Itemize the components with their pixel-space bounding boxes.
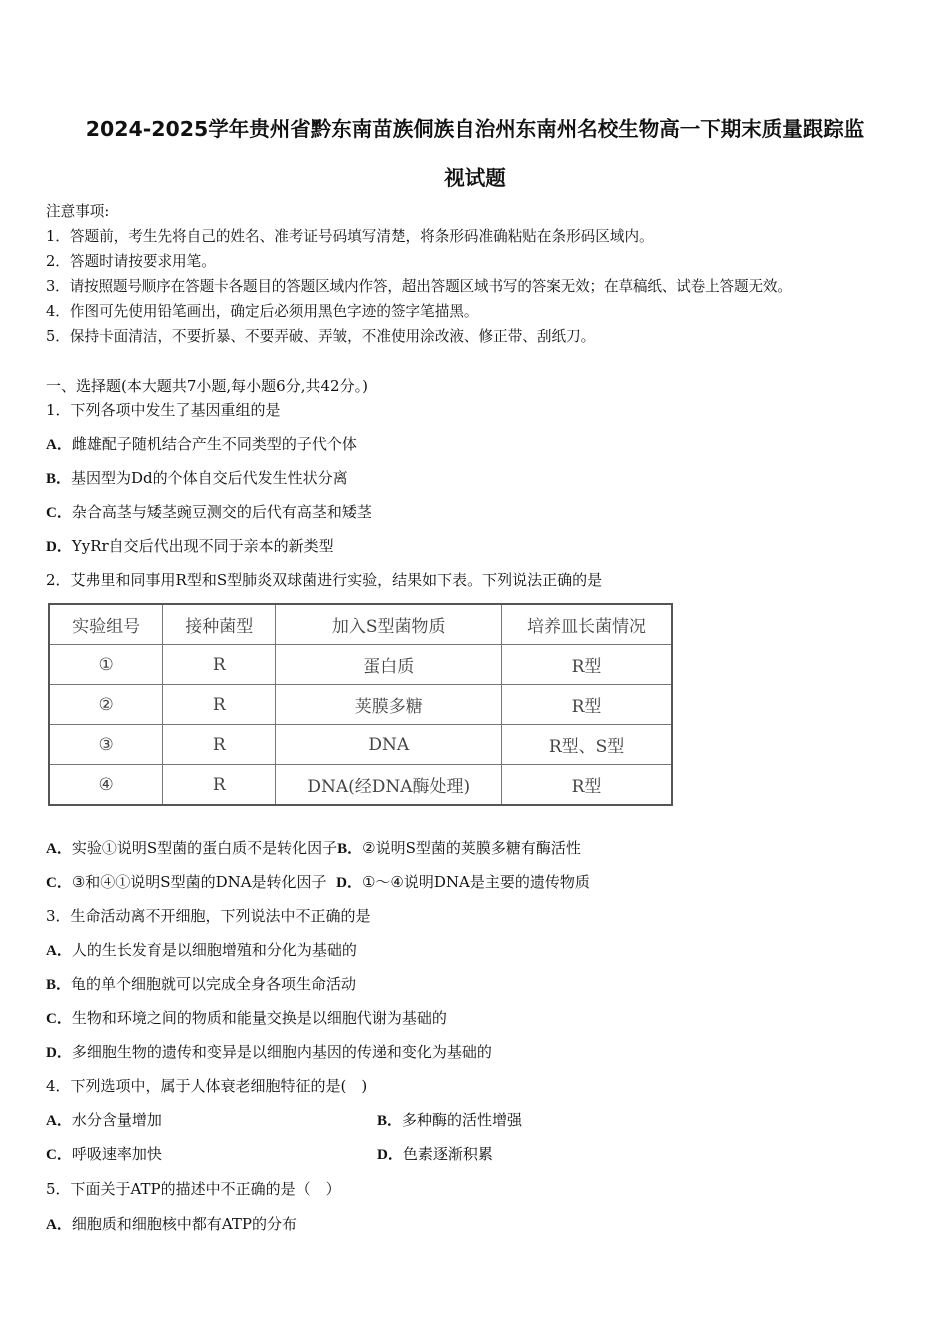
option-text: ③和④①说明S型菌的DNA是转化因子: [71, 873, 327, 891]
notice-heading: 注意事项:: [46, 203, 110, 220]
section-heading: 一、选择题(本大题共7小题,每小题6分,共42分。): [46, 377, 368, 395]
q1-option-c: [46, 501, 372, 524]
option-letter: B．: [46, 471, 72, 487]
notice-item: 2．答题时请按要求用笔。: [46, 253, 216, 270]
q4-option-b: [377, 1109, 522, 1132]
notice-item: 5．保持卡面清洁，不要折暴、不要弄破、弄皱，不准使用涂改液、修正带、刮纸刀。: [46, 328, 596, 345]
q3-option-b: [46, 973, 356, 996]
table-cell: 荚膜多糖: [276, 685, 502, 725]
option-letter: D．: [46, 539, 72, 555]
option-text: 细胞质和细胞核中都有ATP的分布: [71, 1215, 297, 1233]
option-text: 水分含量增加: [71, 1111, 162, 1129]
option-text: 色素逐渐积累: [402, 1145, 493, 1163]
table-cell: ④: [49, 765, 163, 806]
notice-item: 3．请按照题号顺序在答题卡各题目的答题区域内作答，超出答题区域书写的答案无效；在草稿纸、试卷上答题无效。: [46, 278, 792, 295]
option-letter: A．: [46, 943, 72, 959]
option-letter: C．: [46, 875, 72, 891]
q4-option-d: [377, 1143, 493, 1166]
q5-option-a: [46, 1213, 297, 1236]
notice-item: 4．作图可先使用铅笔画出，确定后必须用黑色字迹的签字笔描黑。: [46, 303, 479, 320]
table-header-cell: 接种菌型: [163, 604, 276, 645]
table-cell: R型: [502, 685, 672, 725]
experiment-table: [48, 603, 673, 806]
table-header-cell: 实验组号: [49, 604, 163, 645]
q1-option-b: [46, 467, 348, 490]
option-letter: C．: [46, 1011, 72, 1027]
question-4-stem: 4．下列选项中，属于人体衰老细胞特征的是( ): [46, 1077, 368, 1095]
q3-option-a: [46, 939, 357, 962]
option-text: 杂合高茎与矮茎豌豆测交的后代有高茎和矮茎: [71, 503, 372, 521]
exam-title-line-2: 视试题: [444, 166, 506, 190]
option-text: 呼吸速率加快: [71, 1145, 162, 1163]
question-1-stem: 1．下列各项中发生了基因重组的是: [46, 401, 281, 419]
question-3-stem: 3．生命活动离不开细胞，下列说法中不正确的是: [46, 907, 371, 925]
option-letter: B．: [46, 977, 72, 993]
table-cell: R: [163, 645, 276, 685]
option-text: ②说明S型菌的荚膜多糖有酶活性: [362, 839, 581, 857]
table-cell: R: [163, 765, 276, 806]
option-letter: C．: [46, 1147, 72, 1163]
table-row: [49, 725, 672, 765]
table-cell: R: [163, 685, 276, 725]
q1-option-a: [46, 433, 357, 456]
q2-options-ab: [46, 837, 581, 860]
question-5-stem: 5．下面关于ATP的描述中不正确的是（ ）: [46, 1180, 341, 1198]
table-row: [49, 645, 672, 685]
q3-option-c: [46, 1007, 447, 1030]
q4-option-c: [46, 1143, 162, 1166]
question-2-stem: 2．艾弗里和同事用R型和S型肺炎双球菌进行实验，结果如下表。下列说法正确的是: [46, 571, 603, 589]
table-cell: R: [163, 725, 276, 765]
option-text: 多种酶的活性增强: [402, 1111, 523, 1129]
option-letter: A．: [46, 1113, 72, 1129]
table-cell: R型、S型: [502, 725, 672, 765]
table-header-row: [49, 604, 672, 645]
option-text: 雌雄配子随机结合产生不同类型的子代个体: [71, 435, 357, 453]
option-letter: C．: [46, 505, 72, 521]
option-text: 龟的单个细胞就可以完成全身各项生命活动: [71, 975, 357, 993]
exam-title-line-1: 2024-2025学年贵州省黔东南苗族侗族自治州东南州名校生物高一下期末质量跟踪监: [85, 117, 865, 141]
option-text: 基因型为Dd的个体自交后代发生性状分离: [71, 469, 348, 487]
q3-option-d: [46, 1041, 492, 1064]
option-letter: B．: [337, 841, 363, 857]
notice-item: 1．答题前，考生先将自己的姓名、准考证号码填写清楚，将条形码准确粘贴在条形码区域内。: [46, 228, 654, 245]
table-row: [49, 685, 672, 725]
option-letter: A．: [46, 1217, 72, 1233]
table-cell: DNA(经DNA酶处理): [276, 765, 502, 806]
table-cell: 蛋白质: [276, 645, 502, 685]
option-text: 多细胞生物的遗传和变异是以细胞内基因的传递和变化为基础的: [71, 1043, 492, 1061]
option-text: 实验①说明S型菌的蛋白质不是转化因子: [71, 839, 338, 857]
option-letter: D．: [336, 875, 362, 891]
option-letter: A．: [46, 841, 72, 857]
option-text: 生物和环境之间的物质和能量交换是以细胞代谢为基础的: [71, 1009, 447, 1027]
table-cell: ③: [49, 725, 163, 765]
q4-option-a: [46, 1109, 162, 1132]
q2-options-cd: [46, 871, 590, 894]
option-letter: D．: [377, 1147, 403, 1163]
table-row: [49, 765, 672, 806]
option-text: 人的生长发育是以细胞增殖和分化为基础的: [71, 941, 357, 959]
option-text: YyRr自交后代出现不同于亲本的新类型: [71, 537, 334, 555]
q1-option-d: [46, 535, 334, 558]
option-letter: A．: [46, 437, 72, 453]
table-cell: ①: [49, 645, 163, 685]
option-letter: D．: [46, 1045, 72, 1061]
option-letter: B．: [377, 1113, 403, 1129]
table-header-cell: 培养皿长菌情况: [502, 604, 672, 645]
table-header-cell: 加入S型菌物质: [276, 604, 502, 645]
option-text: ①～④说明DNA是主要的遗传物质: [361, 873, 590, 891]
table-cell: R型: [502, 645, 672, 685]
table-cell: R型: [502, 765, 672, 806]
table-cell: DNA: [276, 725, 502, 765]
table-cell: ②: [49, 685, 163, 725]
